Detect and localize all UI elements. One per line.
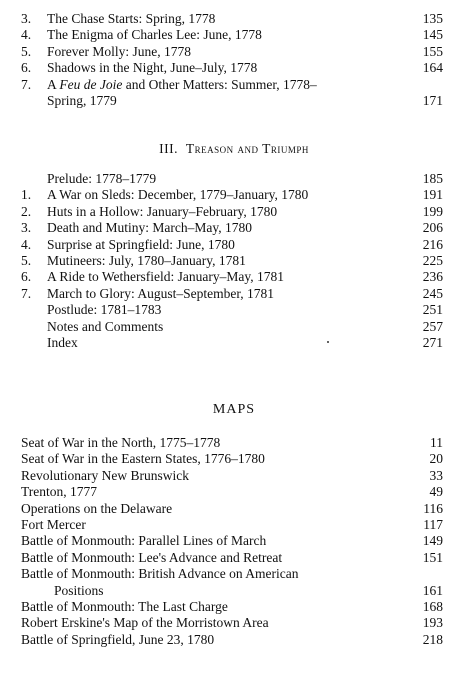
map-entry <box>0 484 468 500</box>
toc-entry <box>0 253 468 269</box>
map-page: 20 <box>429 451 443 467</box>
entry-title-continuation: Spring, 1779 <box>47 92 117 108</box>
map-entry <box>0 517 468 533</box>
entry-page: 164 <box>422 60 443 76</box>
map-entry <box>0 550 468 566</box>
entry-page: 199 <box>422 203 443 219</box>
toc-entry <box>0 171 468 187</box>
toc-entry <box>0 44 468 60</box>
map-entry <box>0 501 468 517</box>
toc-entry <box>0 286 468 302</box>
map-title: Robert Erskine's Map of the Morristown Area <box>21 615 269 631</box>
entry-number: 5. <box>21 43 32 59</box>
toc-entry <box>0 204 468 220</box>
toc-entry-continuation <box>0 93 468 109</box>
map-page: 161 <box>422 582 443 598</box>
entry-title: March to Glory: August–September, 1781 <box>47 285 275 301</box>
map-page: 168 <box>422 598 443 614</box>
entry-title: The Enigma of Charles Lee: June, 1778 <box>47 27 262 43</box>
entry-title: Notes and Comments <box>47 318 164 334</box>
entry-page: 251 <box>422 302 443 318</box>
map-title-continuation: Positions <box>54 582 104 598</box>
entry-title: A Ride to Wethersfield: January–May, 1781 <box>47 269 284 285</box>
map-entry <box>0 533 468 549</box>
entry-title: Surprise at Springfield: June, 1780 <box>47 236 235 252</box>
entry-page: 171 <box>422 92 443 108</box>
entry-page: 225 <box>422 252 443 268</box>
entry-page: 271 <box>422 334 443 350</box>
maps-list <box>0 435 468 648</box>
entry-page: 245 <box>422 285 443 301</box>
toc-entry <box>0 11 468 27</box>
entry-number: 4. <box>21 236 32 252</box>
entry-page: 216 <box>422 236 443 252</box>
contents-part3 <box>0 171 468 351</box>
entry-number: 5. <box>21 252 32 268</box>
entry-number: 3. <box>21 11 32 26</box>
entry-title-prefix: A <box>47 76 60 92</box>
contents-part2-tail <box>0 11 468 109</box>
entry-page: 191 <box>422 187 443 203</box>
print-speck <box>327 341 329 343</box>
part-title: Treason and Triumph <box>185 141 309 156</box>
entry-title <box>47 77 317 93</box>
part-heading <box>0 141 468 157</box>
entry-number: 1. <box>21 187 32 203</box>
map-title: Revolutionary New Brunswick <box>21 467 189 483</box>
map-entry <box>0 451 468 467</box>
entry-title: Mutineers: July, 1780–January, 1781 <box>47 252 246 268</box>
entry-page: 185 <box>422 171 443 186</box>
map-title: Operations on the Delaware <box>21 500 173 516</box>
map-title: Battle of Monmouth: British Advance on American <box>21 566 299 582</box>
entry-title: The Chase Starts: Spring, 1778 <box>47 11 216 26</box>
toc-entry <box>0 187 468 203</box>
toc-entry <box>0 60 468 76</box>
toc-entry <box>0 77 468 93</box>
map-page: 149 <box>422 533 443 549</box>
map-entry <box>0 566 468 582</box>
entry-title: Shadows in the Night, June–July, 1778 <box>47 60 258 76</box>
entry-number: 6. <box>21 60 32 76</box>
entry-number: 7. <box>21 76 32 92</box>
map-title: Battle of Monmouth: Parallel Lines of March <box>21 533 267 549</box>
toc-entry <box>0 319 468 335</box>
entry-title: Death and Mutiny: March–May, 1780 <box>47 220 252 236</box>
toc-entry <box>0 237 468 253</box>
entry-title: Forever Molly: June, 1778 <box>47 43 191 59</box>
map-title: Battle of Springfield, June 23, 1780 <box>21 631 215 647</box>
map-page: 49 <box>429 484 443 500</box>
entry-title-suffix: and Other Matters: Summer, 1778– <box>122 76 317 92</box>
map-title: Battle of Monmouth: The Last Charge <box>21 598 228 614</box>
map-entry <box>0 615 468 631</box>
toc-entry <box>0 27 468 43</box>
toc-entry <box>0 269 468 285</box>
map-title: Seat of War in the Eastern States, 1776–1780 <box>21 451 265 467</box>
entry-number: 3. <box>21 220 32 236</box>
toc-entry <box>0 302 468 318</box>
entry-page: 236 <box>422 269 443 285</box>
map-page: 116 <box>423 500 443 516</box>
entry-page: 135 <box>422 11 443 26</box>
part-numeral: III. <box>159 141 178 156</box>
map-page: 33 <box>429 467 443 483</box>
entry-number: 2. <box>21 203 32 219</box>
map-entry <box>0 468 468 484</box>
entry-title-italic: Feu de Joie <box>59 76 123 92</box>
map-title: Fort Mercer <box>21 516 86 532</box>
toc-entry <box>0 220 468 236</box>
entry-page: 155 <box>422 43 443 59</box>
map-page: 218 <box>422 631 443 647</box>
map-entry <box>0 599 468 615</box>
toc-entry <box>0 335 468 351</box>
entry-title: Index <box>47 334 78 350</box>
entry-title: A War on Sleds: December, 1779–January, 1780 <box>47 187 309 203</box>
entry-number: 7. <box>21 285 32 301</box>
entry-title: Prelude: 1778–1779 <box>47 171 157 186</box>
map-page: 151 <box>422 549 443 565</box>
entry-number: 4. <box>21 27 32 43</box>
entry-title: Postlude: 1781–1783 <box>47 302 162 318</box>
map-title: Seat of War in the North, 1775–1778 <box>21 435 221 450</box>
entry-title: Huts in a Hollow: January–February, 1780 <box>47 203 278 219</box>
map-page: 193 <box>422 615 443 631</box>
map-title: Battle of Monmouth: Lee's Advance and Retreat <box>21 549 283 565</box>
map-entry <box>0 632 468 648</box>
maps-heading: MAPS <box>212 402 256 417</box>
map-entry-continuation <box>0 583 468 599</box>
entry-page: 145 <box>422 27 443 43</box>
entry-page: 257 <box>422 318 443 334</box>
map-page: 11 <box>430 435 443 450</box>
entry-number: 6. <box>21 269 32 285</box>
map-page: 117 <box>423 516 443 532</box>
entry-page: 206 <box>422 220 443 236</box>
map-entry <box>0 435 468 451</box>
map-title: Trenton, 1777 <box>21 484 98 500</box>
